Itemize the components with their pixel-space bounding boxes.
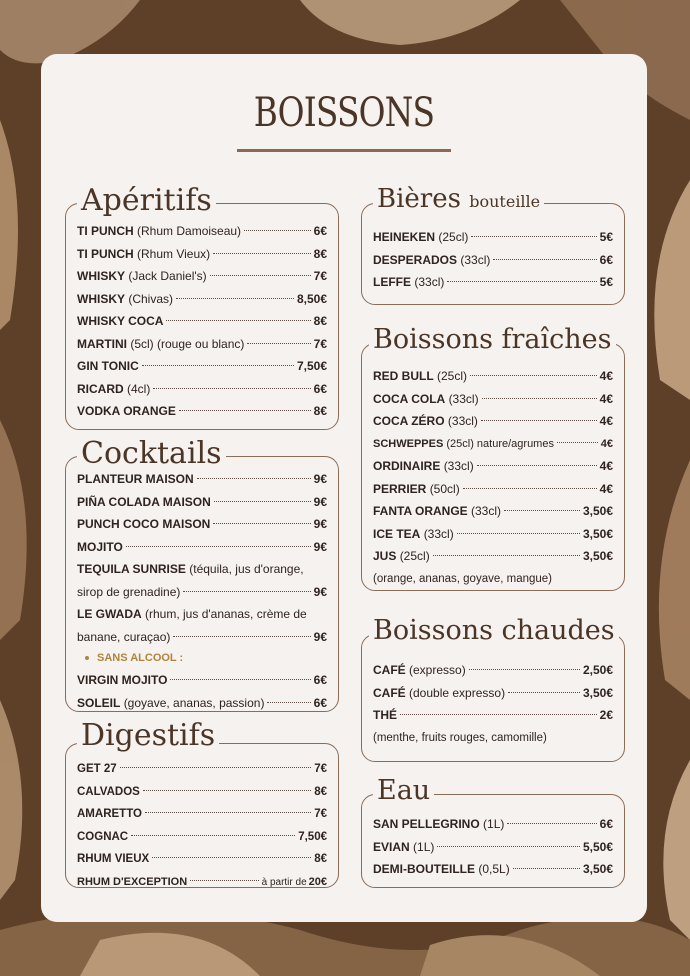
bullet-icon	[85, 656, 89, 660]
menu-item	[373, 410, 613, 433]
leader-dots	[469, 669, 580, 670]
item-desc: (25cl)	[438, 230, 469, 244]
menu-item	[77, 536, 327, 559]
item-desc: (33cl)	[414, 275, 445, 289]
menu-item	[77, 220, 327, 243]
item-name: JUS	[373, 549, 397, 563]
leader-dots	[183, 591, 310, 592]
item-desc: (33cl)	[460, 252, 491, 267]
menu-item	[77, 378, 327, 401]
menu-item	[77, 491, 327, 514]
section-cocktails	[65, 436, 339, 712]
item-name: PUNCH COCO MAISON	[77, 517, 211, 531]
heading-text: Bières	[377, 184, 461, 214]
menu-item	[77, 826, 327, 849]
menu-item	[373, 500, 613, 523]
item-price: 7€	[314, 763, 327, 775]
leader-dots	[170, 679, 310, 680]
item-desc: (1L)	[413, 839, 435, 854]
item-price: 4€	[599, 369, 613, 383]
item-price: 5€	[599, 230, 613, 244]
item-price: 4€	[599, 481, 613, 496]
item-list	[77, 758, 327, 893]
item-name: WHISKY COCA	[77, 314, 164, 328]
item-list	[373, 226, 613, 294]
item-price: 2,50€	[582, 663, 613, 677]
menu-item	[77, 603, 327, 626]
item-price: 3,50€	[582, 504, 613, 518]
leader-dots	[143, 790, 311, 791]
title-divider	[237, 149, 451, 152]
menu-item	[77, 355, 327, 378]
item-desc: (expresso)	[409, 663, 466, 677]
item-name: MARTINI	[77, 336, 127, 351]
leader-dots	[131, 835, 295, 836]
menu-item	[77, 669, 327, 692]
item-name: DEMI-BOUTEILLE	[373, 862, 475, 876]
menu-item	[373, 813, 613, 836]
item-price: 3,50€	[582, 862, 613, 876]
menu-item	[373, 455, 613, 478]
item-price: 4€	[600, 437, 613, 450]
leader-dots	[437, 846, 580, 847]
item-name: AMARETTO	[77, 808, 142, 820]
menu-card	[41, 54, 647, 922]
item-list	[373, 659, 613, 749]
menu-item	[373, 249, 613, 272]
item-name: SOLEIL	[77, 695, 121, 710]
item-name: HEINEKEN	[373, 230, 436, 244]
leader-dots	[142, 365, 294, 366]
menu-item	[77, 803, 327, 826]
section-heading: Boissons chaudes	[369, 617, 619, 644]
item-desc: (25cl)	[399, 549, 430, 563]
menu-item	[373, 226, 613, 249]
leader-dots	[247, 343, 310, 344]
item-price: 6€	[313, 224, 327, 238]
leader-dots	[447, 281, 596, 282]
menu-item	[373, 271, 613, 294]
item-desc: (0,5L)	[478, 862, 510, 876]
item-price: 6€	[599, 817, 613, 831]
page-title: BOISSONS	[253, 90, 435, 136]
leader-dots	[190, 880, 258, 881]
item-desc: (50cl)	[429, 481, 460, 496]
item-name: VIRGIN MOJITO	[77, 673, 168, 687]
menu-item	[373, 523, 613, 546]
subheading: SANS ALCOOL :	[97, 652, 184, 664]
menu-item	[77, 513, 327, 536]
item-name: SAN PELLEGRINO	[373, 817, 480, 831]
item-price: 7€	[313, 269, 327, 283]
item-price: 4€	[599, 391, 613, 406]
item-desc: (Chivas)	[128, 291, 174, 306]
item-price: 20€	[308, 875, 327, 888]
item-note: (orange, ananas, goyave, mangue)	[373, 572, 553, 585]
item-name: PERRIER	[373, 481, 427, 496]
menu-item-cont	[77, 581, 327, 604]
item-name: ORDINAIRE	[373, 459, 441, 473]
menu-item	[77, 781, 327, 804]
item-name: WHISKY	[77, 269, 125, 283]
item-price: 3,50€	[582, 549, 613, 563]
menu-item	[373, 433, 613, 456]
leader-dots	[400, 714, 597, 715]
menu-item	[373, 682, 613, 705]
item-desc: (1L)	[483, 817, 505, 831]
item-desc: sirop de grenadine)	[77, 584, 181, 599]
leader-dots	[513, 868, 580, 869]
item-desc: (Rhum Damoiseau)	[137, 224, 242, 238]
item-price: 8€	[314, 785, 327, 798]
item-name: THÉ	[373, 708, 397, 722]
item-price: 5€	[599, 275, 613, 289]
menu-item	[77, 758, 327, 781]
leader-dots	[213, 253, 310, 254]
leader-dots	[482, 398, 597, 399]
item-name: FANTA ORANGE	[373, 504, 468, 518]
section-aperitifs	[65, 183, 339, 430]
item-price: 3,50€	[582, 526, 613, 541]
menu-item	[373, 659, 613, 682]
section-heading: Boissons fraîches	[369, 326, 616, 353]
leader-dots	[481, 420, 597, 421]
item-desc: (double expresso)	[409, 685, 506, 700]
item-price: 8€	[313, 314, 327, 328]
menu-item	[77, 288, 327, 311]
section-bieres	[361, 186, 625, 305]
leader-dots	[463, 488, 597, 489]
item-price: 8€	[313, 404, 327, 418]
item-price: 9€	[313, 517, 327, 531]
heading-sub: bouteille	[469, 192, 541, 211]
menu-item	[77, 558, 327, 581]
item-price: 6€	[313, 381, 327, 396]
item-name: ICE TEA	[373, 526, 421, 541]
item-name: TEQUILA SUNRISE	[77, 562, 186, 576]
item-price: 8€	[313, 246, 327, 261]
item-desc: (goyave, ananas, passion)	[123, 695, 265, 710]
item-price: 6€	[313, 695, 327, 710]
item-name: PLANTEUR MAISON	[77, 472, 194, 486]
item-name: MOJITO	[77, 539, 123, 554]
leader-dots	[126, 546, 311, 547]
item-name: VODKA ORANGE	[77, 404, 176, 418]
item-price: 4€	[599, 414, 613, 428]
item-name: CALVADOS	[77, 785, 140, 798]
item-name: PIÑA COLADA MAISON	[77, 494, 211, 509]
section-heading: Apéritifs	[77, 186, 216, 216]
item-desc: (Jack Daniel's)	[128, 269, 207, 283]
item-name: SCHWEPPES	[373, 437, 444, 450]
section-heading: Eau	[373, 777, 434, 804]
item-name: CAFÉ	[373, 663, 406, 677]
menu-item	[373, 388, 613, 411]
menu-item	[77, 468, 327, 491]
menu-item	[373, 545, 613, 568]
item-name: TI PUNCH	[77, 246, 134, 261]
sans-alcool-label	[77, 648, 327, 669]
item-name: COCA COLA	[373, 391, 446, 406]
section-heading: Cocktails	[77, 439, 226, 469]
leader-dots	[153, 388, 310, 389]
item-price: 8,50€	[296, 291, 327, 306]
item-desc: (téquila, jus d'orange,	[189, 562, 304, 576]
item-name: CAFÉ	[373, 685, 406, 700]
leader-dots	[470, 375, 597, 376]
menu-item	[77, 333, 327, 356]
item-desc: (25cl)	[437, 369, 468, 383]
item-price: 6€	[313, 673, 327, 687]
item-desc: (33cl)	[423, 526, 454, 541]
leader-dots	[152, 857, 311, 858]
section-digestifs	[65, 718, 339, 888]
leader-dots	[145, 812, 311, 813]
leader-dots	[457, 533, 580, 534]
item-desc: (33cl)	[443, 459, 474, 473]
menu-item	[373, 704, 613, 727]
menu-item	[77, 243, 327, 266]
leader-dots	[176, 298, 294, 299]
item-desc: banane, curaçao)	[77, 629, 171, 644]
menu-item	[77, 871, 327, 894]
menu-item	[373, 365, 613, 388]
item-name: RHUM D'EXCEPTION	[77, 875, 188, 888]
leader-dots	[214, 501, 311, 502]
item-desc: (rhum, jus d'ananas, crème de	[145, 607, 307, 621]
item-list	[373, 813, 613, 881]
item-list	[77, 468, 327, 714]
leader-dots	[508, 692, 580, 693]
item-name: RED BULL	[373, 369, 434, 383]
leader-dots	[267, 702, 310, 703]
item-price: 7€	[314, 808, 327, 820]
item-desc: (5cl) (rouge ou blanc)	[130, 336, 245, 351]
menu-item	[373, 858, 613, 881]
item-price: 8€	[314, 853, 327, 865]
leader-dots	[120, 767, 312, 768]
leader-dots	[210, 275, 311, 276]
item-desc: (Rhum Vieux)	[137, 246, 211, 261]
section-eau	[361, 777, 625, 888]
item-list	[77, 220, 327, 423]
leader-dots	[471, 236, 596, 237]
item-note: (menthe, fruits rouges, camomille)	[373, 731, 547, 744]
leader-dots	[557, 442, 598, 443]
item-price: 7€	[313, 336, 327, 351]
item-name: COCA ZÉRO	[373, 414, 445, 428]
leader-dots	[493, 259, 596, 260]
item-desc: (33cl)	[471, 504, 502, 518]
item-name: WHISKY	[77, 291, 125, 306]
menu-item	[77, 400, 327, 423]
item-price: 6€	[599, 252, 613, 267]
item-list	[373, 365, 613, 590]
item-name: RHUM VIEUX	[77, 853, 150, 865]
item-price: 2€	[599, 708, 613, 722]
price-prefix: à partir de	[261, 876, 307, 888]
section-chaudes	[361, 617, 625, 762]
item-name: RICARD	[77, 381, 124, 396]
leader-dots	[173, 636, 310, 637]
item-name: LE GWADA	[77, 607, 142, 621]
item-name: TI PUNCH	[77, 224, 134, 238]
item-name: EVIAN	[373, 839, 410, 854]
item-name: GET 27	[77, 763, 117, 775]
item-price: 7,50€	[296, 359, 327, 373]
menu-item	[77, 310, 327, 333]
item-desc: (25cl) nature/agrumes	[446, 437, 554, 450]
leader-dots	[179, 410, 311, 411]
item-price: 5,50€	[582, 839, 613, 854]
item-price: 9€	[313, 539, 327, 554]
menu-item	[77, 692, 327, 715]
menu-item	[77, 265, 327, 288]
item-desc: (33cl)	[448, 391, 479, 406]
leader-dots	[433, 555, 580, 556]
menu-item	[77, 848, 327, 871]
item-name: LEFFE	[373, 275, 411, 289]
leader-dots	[477, 465, 597, 466]
menu-item-cont	[77, 626, 327, 649]
section-heading: Digestifs	[77, 721, 219, 751]
item-price: 9€	[313, 584, 327, 599]
menu-item	[373, 478, 613, 501]
leader-dots	[507, 823, 596, 824]
item-price: 9€	[313, 472, 327, 486]
menu-item	[373, 836, 613, 859]
item-desc: (4cl)	[127, 381, 151, 396]
leader-dots	[213, 523, 310, 524]
section-heading	[373, 186, 544, 212]
section-fraiches	[361, 326, 625, 591]
item-name: COGNAC	[77, 830, 129, 843]
leader-dots	[504, 510, 580, 511]
item-price: 9€	[313, 494, 327, 509]
item-price: 3,50€	[582, 685, 613, 700]
item-price: 4€	[599, 459, 613, 473]
item-price: 9€	[313, 629, 327, 644]
leader-dots	[244, 230, 311, 231]
leader-dots	[197, 478, 311, 479]
item-name: GIN TONIC	[77, 359, 139, 373]
leader-dots	[166, 320, 310, 321]
item-price: 7,50€	[298, 830, 327, 843]
item-name: DESPERADOS	[373, 252, 458, 267]
item-desc: (33cl)	[447, 414, 478, 428]
